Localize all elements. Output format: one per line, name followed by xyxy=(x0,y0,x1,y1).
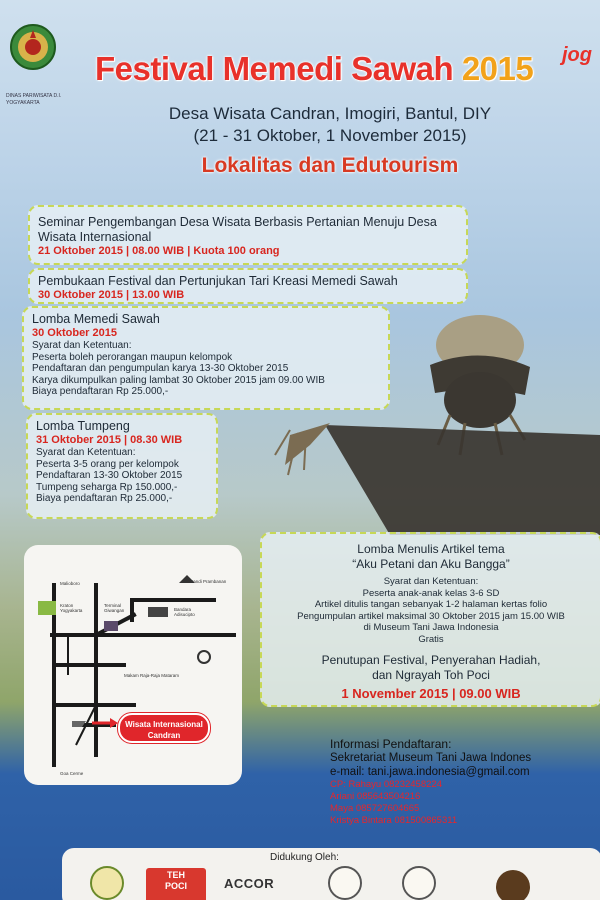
contact-item: CP: Rahayu 08232458224 xyxy=(330,779,442,790)
contact-item: Kristya Bintara 081500865311 xyxy=(330,815,458,826)
makam-marker xyxy=(198,651,210,663)
closing-date: 1 November 2015 | 09.00 WIB xyxy=(341,686,521,701)
article-rule: Syarat dan Ketentuan: xyxy=(383,576,479,587)
seminar-detail: 21 Oktober 2015 | 08.00 WIB | Kuota 100 orang xyxy=(38,245,280,257)
bandara-marker xyxy=(148,607,168,617)
destination-badge xyxy=(118,713,210,743)
memedi-rule: Peserta boleh perorangan maupun kelompok xyxy=(32,351,233,363)
map-label-malioboro: Malioboro xyxy=(60,581,80,586)
article-rule: Artikel ditulis tangan sebanyak 1-2 halaman kertas folio xyxy=(314,599,548,610)
map-label-candi: Candi Prambanan xyxy=(190,579,227,584)
closing-title-2: dan Ngrayah Toh Poci xyxy=(372,668,490,682)
tehpoci-line-1: TEH xyxy=(167,870,185,880)
dinas-pariwisata-logo xyxy=(8,22,58,72)
article-title-2: “Aku Petani dan Aku Bangga” xyxy=(352,557,510,571)
opening-title: Pembukaan Festival dan Pertunjukan Tari Kreasi Memedi Sawah xyxy=(38,274,398,288)
tumpeng-rule: Peserta 3-5 orang per kelompok xyxy=(36,458,179,470)
festival-title xyxy=(95,50,565,88)
sponsor-heading: Didukung Oleh: xyxy=(270,852,339,863)
contact-item: Maya 085727604665 xyxy=(330,803,420,814)
seminar-box xyxy=(28,205,468,265)
article-title-1: Lomba Menulis Artikel tema xyxy=(357,542,505,556)
dates-text: (21 - 31 Oktober, 1 November 2015) xyxy=(193,126,467,145)
sponsor-logo xyxy=(496,870,530,900)
sponsor-logo-tehpoci xyxy=(146,868,206,900)
map-label-kraton: Kraton Yogyakarta xyxy=(60,603,83,613)
memedi-rule: Syarat dan Ketentuan: xyxy=(32,340,132,351)
memedi-rule: Pendaftaran dan pengumpulan karya 13-30 Oktober 2015 xyxy=(32,363,289,374)
tehpoci-line-2: POCI xyxy=(164,881,187,891)
memedi-date: 30 Oktober 2015 xyxy=(32,327,117,339)
logo-caption: DINAS PARIWISATA D.I. YOGYAKARTA xyxy=(6,93,62,106)
title-year: 2015 xyxy=(461,50,534,87)
badge-line-2: Candran xyxy=(147,731,181,740)
registration-info xyxy=(330,737,600,827)
tumpeng-rule: Tumpeng seharga Rp 150.000,- xyxy=(36,481,178,493)
article-rule: Gratis xyxy=(418,633,444,645)
sponsor-logo xyxy=(402,866,436,900)
registration-email[interactable]: e-mail: tani.jawa.indonesia@gmail.com xyxy=(330,766,530,778)
tumpeng-rule: Pendaftaran 13-30 Oktober 2015 xyxy=(36,470,183,481)
brand-cut-text: jog xyxy=(562,44,592,66)
terminal-marker xyxy=(104,621,118,631)
seminar-title: Seminar Pengembangan Desa Wisata Berbasis Pertanian Menuju Desa Wisata Internasional xyxy=(38,215,437,244)
memedi-rule: Karya dikumpulkan paling lambat 30 Oktober 2015 jam 09.00 WIB xyxy=(32,374,325,386)
map-label-makam: Makam Raja-Raja Mataram xyxy=(124,673,180,678)
opening-box xyxy=(28,268,468,304)
opening-detail: 30 Oktober 2015 | 13.00 WIB xyxy=(38,289,185,301)
badge-line-1: Wisata Internasional xyxy=(125,720,203,729)
sponsor-logo xyxy=(90,866,124,900)
article-rule: Pengumpulan artikel maksimal 30 Oktober 2015 jam 15.00 WIB xyxy=(297,610,565,622)
title-main: Festival Memedi Sawah xyxy=(95,50,454,87)
tumpeng-rule: Biaya pendaftaran Rp 25.000,- xyxy=(36,493,173,504)
map-label-bandara: Bandara Adisucipto xyxy=(174,607,195,617)
registration-secretariat: Sekretariat Museum Tani Jawa Indones xyxy=(330,752,532,764)
tumpeng-contest-box xyxy=(26,413,218,519)
contact-item: Ariani 085643504216 xyxy=(330,791,421,802)
location-map xyxy=(24,545,242,785)
sponsor-logo-accor: ACCOR xyxy=(224,876,275,891)
article-rule: di Museum Tani Jawa Indonesia xyxy=(363,622,499,633)
tumpeng-title: Lomba Tumpeng xyxy=(36,419,130,433)
tumpeng-date: 31 Oktober 2015 | 08.30 WIB xyxy=(36,434,183,446)
memedi-rule: Biaya pendaftaran Rp 25.000,- xyxy=(32,386,169,397)
tumpeng-rule: Syarat dan Ketentuan: xyxy=(36,447,136,458)
map-label-terminal: Terminal Giwangan xyxy=(104,603,125,613)
memedi-title: Lomba Memedi Sawah xyxy=(32,312,160,326)
map-label-goa: Goa Cerme xyxy=(60,771,84,776)
tagline: Lokalitas dan Edutourism xyxy=(201,154,459,177)
memedi-contest-box xyxy=(22,306,390,410)
kraton-marker xyxy=(38,601,56,615)
sponsor-logo xyxy=(328,866,362,900)
registration-heading: Informasi Pendaftaran: xyxy=(330,737,452,751)
location-text: Desa Wisata Candran, Imogiri, Bantul, DIY xyxy=(168,104,492,123)
article-contest-box xyxy=(260,532,600,707)
closing-title-1: Penutupan Festival, Penyerahan Hadiah, xyxy=(321,653,541,667)
article-rule: Peserta anak-anak kelas 3-6 SD xyxy=(362,587,500,599)
